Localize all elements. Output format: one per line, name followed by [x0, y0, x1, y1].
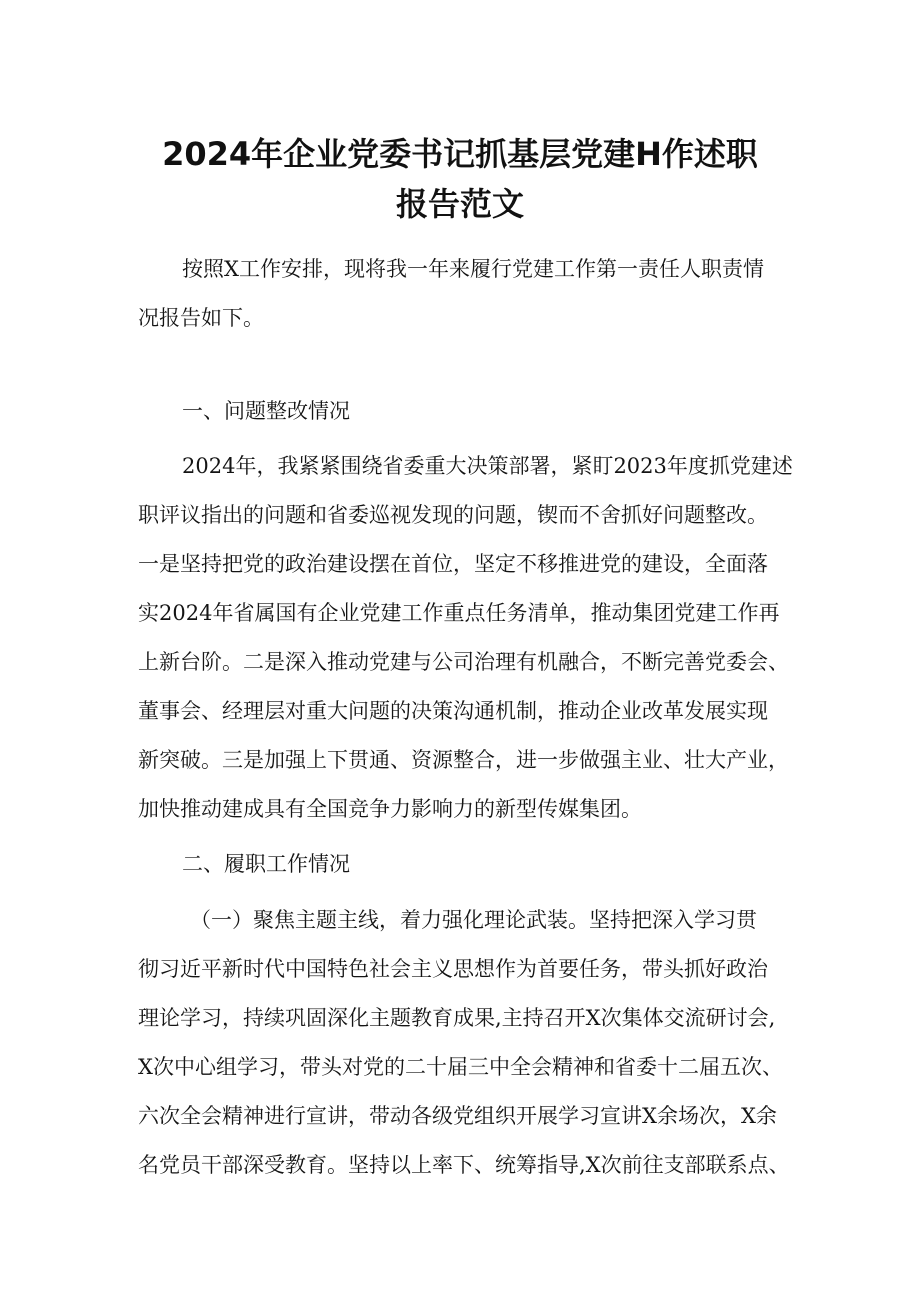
paragraph-line: 董事会、经理层对重大问题的决策沟通机制，推动企业改革发展实现 — [138, 699, 768, 723]
section-1-heading — [138, 387, 798, 436]
document-title-line-2: 报告范文 — [395, 185, 524, 223]
intro-paragraph — [138, 245, 798, 343]
paragraph-line: 加快推动建成具有全国竞争力影响力的新型传媒集团。 — [138, 797, 642, 821]
paragraph-line: 新突破。三是加强上下贯通、资源整合，进一步做强主业、壮大产业， — [138, 748, 789, 772]
paragraph-line: （一）聚焦主题主线，着力强化理论武装。坚持把深入学习贯 — [190, 908, 757, 932]
paragraph-line: 职评议指出的问题和省委巡视发现的问题，锲而不舍抓好问题整改。 — [138, 503, 768, 527]
paragraph-line: 按照X工作安排，现将我一年来履行党建工作第一责任人职责情 — [182, 257, 764, 281]
paragraph-line: X次中心组学习，带头对党的二十届三中全会精神和省委十二届五次、 — [138, 1055, 783, 1079]
paragraph-line: 实2024年省属国有企业党建工作重点任务清单，推动集团党建工作再 — [138, 601, 780, 625]
paragraph-line: 上新台阶。二是深入推动党建与公司治理有机融合，不断完善党委会、 — [138, 650, 789, 674]
paragraph-line: 况报告如下。 — [138, 306, 264, 330]
paragraph-line: 六次全会精神进行宣讲，带动各级党组织开展学习宣讲X余场次，X余 — [138, 1104, 777, 1128]
paragraph-line: 理论学习，持续巩固深化主题教育成果,主持召开X次集体交流研讨会, — [138, 1006, 776, 1030]
paragraph-line: 2024年，我紧紧围绕省委重大决策部署，紧盯2023年度抓党建述 — [182, 454, 793, 478]
section-2-paragraph — [138, 896, 798, 1190]
paragraph-line: 名党员干部深受教育。坚持以上率下、统筹指导,X次前往支部联系点、 — [138, 1153, 790, 1177]
document-title-line-1: 2024年企业党委书记抓基层党建H作述职 — [162, 135, 758, 173]
section-1-paragraph — [138, 442, 798, 834]
section-2-heading — [138, 840, 798, 889]
paragraph-line: 彻习近平新时代中国特色社会主义思想作为首要任务，带头抓好政治 — [138, 957, 768, 981]
section-heading-text: 一、问题整改情况 — [182, 399, 350, 423]
section-heading-text: 二、履职工作情况 — [182, 852, 350, 876]
paragraph-line: 一是坚持把党的政治建设摆在首位，坚定不移推进党的建设，全面落 — [138, 552, 768, 576]
